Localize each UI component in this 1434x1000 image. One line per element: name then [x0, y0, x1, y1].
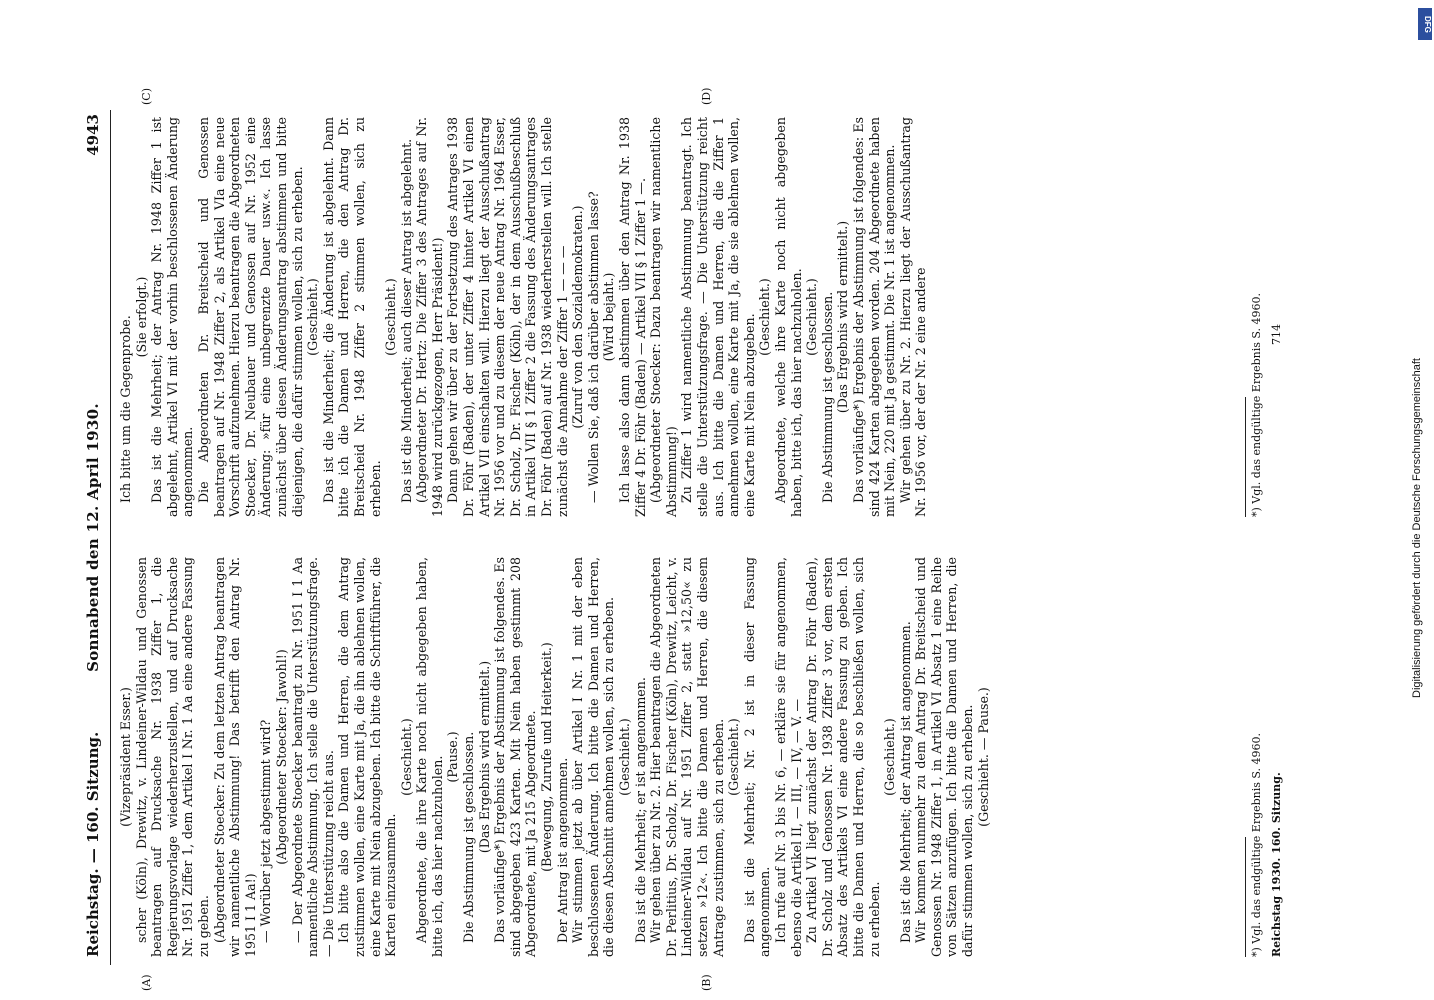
left-footer: Reichstag 1930. 160. Sitzung.	[1270, 772, 1283, 957]
paragraph: Zu Artikel VI liegt zunächst der Antrag Dr. Föhr (Baden), Dr. Scholz und Genossen Nr. 1938 Ziffer 3 vor, dem ersten Absatz des Artikels VI eine andere Fassung zu geben. Ich bitte die Damen und Herren, die so beschließen wollen, sich zu erheben.	[804, 557, 882, 957]
left-column	[118, 557, 991, 957]
paragraph: — Worüber jetzt abgestimmt wird?	[258, 719, 274, 943]
paragraph: (Geschieht. — Pause.)	[975, 687, 991, 827]
margin-mark-d: (D)	[700, 87, 713, 105]
margin-mark-b: (B)	[700, 974, 713, 991]
paragraph: Ich rufe auf Nr. 3 bis Nr. 6, — erkläre sie für angenommen, ebenso die Artikel II, — III, — IV, — V. —	[772, 557, 804, 957]
paragraph: Der Antrag ist angenommen.	[554, 757, 570, 943]
paragraph: (Das Ergebnis wird ermittelt.)	[476, 660, 492, 854]
paragraph: Das ist die Minderheit; die Änderung ist abgelehnt. Dann bitte ich die Damen und Herren, die den Antrag Dr. Breitscheid Nr. 1948 Ziffer 2 stimmen wollen, sich zu erheben.	[320, 117, 383, 517]
paragraph: Das ist die Mehrheit; der Antrag ist angenommen.	[897, 621, 913, 943]
paragraph: Ich bitte um die Gegenprobe.	[118, 315, 133, 503]
margin-mark-c: (C)	[140, 88, 153, 105]
dfg-notice	[1411, 8, 1433, 708]
paragraph: Das ist die Mehrheit; er ist angenommen.	[632, 677, 648, 943]
paragraph: (Geschieht.)	[617, 718, 632, 796]
dfg-logo: DFG	[1418, 8, 1432, 40]
paragraph: Ich lasse also dann abstimmen über den Antrag Nr. 1938 Ziffer 4 Dr. Föhr (Baden) — Artikel VII § 1 Ziffer 1 —.	[617, 117, 648, 517]
right-footer: 714	[1270, 324, 1283, 345]
paragraph: (Geschieht.)	[383, 278, 399, 356]
page-header	[80, 110, 108, 965]
paragraph: Das ist die Minderheit; auch dieser Antrag ist abgelehnt.	[398, 138, 414, 503]
left-footnote-rule	[1245, 837, 1246, 957]
margin-mark-a: (A)	[140, 974, 153, 991]
paragraph: (Geschieht.)	[305, 278, 321, 356]
paragraph: Wir gehen über zu Nr. 2. Hier beantragen die Abgeordneten Dr. Perlitius, Dr. Scholz, Dr. Fischer (Köln), Drewitz, Leicht, v. Lindeiner-Wildau auf Nr. 1951 Ziffer 2, statt »12,50« zu setzen »12«. Ich bitte die Damen und Herren, die diesem Antrage zustimmen, sich zu erheben.	[648, 557, 726, 957]
paragraph: Wir kommen nunmehr zu dem Antrag Dr. Breitscheid und Genossen Nr. 1948 Ziffer 1, in Artikel VI Absatz 1 eine Reihe von Sätzen anzufügen. Ich bitte die Damen und Herren, die dafür stimmen wollen, sich zu erheben.	[913, 557, 976, 957]
paragraph: Das ist die Mehrheit; Nr. 2 ist in dieser Fassung angenommen.	[741, 557, 773, 957]
paragraph: Wir stimmen jetzt ab über Artikel I Nr. 1 mit der eben beschlossenen Änderung. Ich bitte die Damen und Herren, die diesen Abschnitt annehmen wollen, sich zu erheben.	[570, 557, 617, 957]
header-center: Sonnabend den 12. April 1930.	[84, 403, 102, 672]
paragraph: Dann gehen wir über zu der Fortsetzung des Antrages 1938 Dr. Föhr (Baden), der unter Ziffer 4 hinter Artikel VI einen Artikel VII einschalten will. Hierzu liegt der Ausschußantrag Nr. 1956 vor und zu diesem der neue Antrag Nr. 1964 Esser, Dr. Scholz, Dr. Fischer (Köln), der in dem Ausschußbeschluß in Artikel VII § 1 Ziffer 2 die Fassung des Änderungsantrages Dr. Föhr (Baden) auf Nr. 1938 wiederherstellen will. Ich stelle zunächst die Annahme der Ziffer 1 — — —	[445, 117, 570, 517]
right-column	[118, 117, 929, 517]
paragraph: (Geschieht.)	[882, 718, 898, 796]
paragraph: Das ist die Mehrheit; der Antrag Nr. 1948 Ziffer 1 ist abgelehnt, Artikel VI mit der vorhin beschlossenen Änderung angenommen.	[149, 117, 196, 517]
paragraph: Die Abstimmung ist geschlossen.	[819, 291, 835, 503]
paragraph: (Geschieht.)	[804, 278, 820, 356]
paragraph: (Geschieht.)	[726, 718, 742, 796]
right-footnote: *) Vgl. das endgültige Ergebnis S. 4960.	[1250, 292, 1263, 517]
paragraph: (Geschieht.)	[757, 278, 773, 356]
rotated-page	[80, 87, 1295, 991]
paragraph: (Wird bejaht.)	[601, 272, 617, 362]
paragraph: (Bewegung, Zurufe und Heiterkeit.)	[539, 642, 555, 872]
paragraph: (Sie erfolgt.)	[133, 276, 149, 358]
paragraph: Abgeordnete, welche ihre Karte noch nicht abgegeben haben, bitte ich, das hier nachzuholen.	[772, 117, 804, 517]
paragraph: Zu Ziffer 1 wird namentliche Abstimmung beantragt. Ich stelle die Unterstützungsfrage. — Die Unterstützung reicht aus. Ich bitte die Damen und Herren, die die Ziffer 1 annehmen wollen, eine Karte mit Ja, die sie ablehnen wollen, eine Karte mit Nein abzugeben.	[679, 117, 757, 517]
paragraph: (Zuruf von den Sozialdemokraten.)	[570, 205, 586, 429]
paragraph: (Geschieht.)	[398, 718, 414, 796]
paragraph: — Der Abgeordnete Stoecker beantragt zu Nr. 1951 I 1 Aa namentliche Abstimmung. Ich stelle die Unterstützungsfrage. — Die Unterstützung reicht aus.	[289, 557, 336, 957]
paragraph: (Abgeordneter Stoecker: Dazu beantragen wir namentliche Abstimmung!)	[648, 117, 679, 517]
header-left: Reichstag. — 160. Sitzung.	[84, 731, 102, 957]
paragraph: Ich bitte also die Damen und Herren, die dem Antrag zustimmen wollen, eine Karte mit Ja, die ihn ablehnen wollen, eine Karte mit Nein abzugeben. Ich bitte die Schriftführer, die Karten einzusammeln.	[336, 557, 399, 957]
dfg-notice-text: Digitalisierung gefördert durch die Deutsche Forschungsgemeinschaft	[1411, 358, 1423, 698]
paragraph: Wir gehen über zu Nr. 2. Hierzu liegt der Ausschußantrag Nr. 1956 vor, der der Nr. 2 eine andere	[897, 117, 929, 517]
paragraph: (Abgeordneter Dr. Hertz: Die Ziffer 3 des Antrages auf Nr. 1948 wird zurückgezogen, Herr Präsident!)	[414, 117, 445, 517]
paragraph: Abgeordnete, die ihre Karte noch nicht abgegeben haben, bitte ich, das hier nachzuholen.	[414, 557, 445, 957]
paragraph: Das vorläufige*) Ergebnis der Abstimmung ist folgendes. Es sind abgegeben 423 Karten. Mit Nein haben gestimmt 208 Abgeordnete, mit Ja 215 Abgeordnete.	[492, 557, 539, 957]
paragraph: (Pause.)	[445, 731, 461, 783]
paragraph: Das vorläufige*) Ergebnis der Abstimmung ist folgendes: Es sind 424 Karten abgegeben worden. 204 Abgeordnete haben mit Nein, 220 mit Ja gestimmt. Die Nr. 1 ist angenommen.	[850, 117, 898, 517]
paragraph: (Abgeordneter Stoecker: Zu dem letzten Antrag beantragen wir namentliche Abstimmung! Das betrifft den Antrag Nr. 1951 I 1 Aa!)	[211, 557, 258, 957]
paragraph: (Das Ergebnis wird ermittelt.)	[835, 220, 851, 414]
header-rule	[110, 110, 111, 965]
paragraph: scher (Köln), Drewitz, v. Lindeiner-Wildau und Genossen beantragen auf Drucksache Nr. 1938 Ziffer 1, die Regierungsvorlage wiederherzustellen, und auf Drucksache Nr. 1951 Ziffer 1, dem Artikel I Nr. 1 Aa eine andere Fassung zu geben.	[133, 557, 211, 957]
left-footnote: *) Vgl. das endgültige Ergebnis S. 4960.	[1250, 732, 1263, 957]
paragraph: — Wollen Sie, daß ich darüber abstimmen lasse?	[585, 191, 601, 503]
right-footnote-rule	[1245, 397, 1246, 517]
page-number: 4943	[84, 114, 102, 156]
paragraph: (Abgeordneter Stoecker: Jawohl!)	[273, 649, 289, 865]
paragraph: Die Abstimmung ist geschlossen.	[461, 731, 477, 943]
paragraph: Die Abgeordneten Dr. Breitscheid und Genossen beantragen auf Nr. 1948 Ziffer 2, als Artikel VIa eine neue Vorschrift aufzunehmen. Hierzu beantragen die Abgeordneten Stoecker, Dr. Neubauer und Genossen auf Nr. 1952 eine Änderung: »für eine unbegrenzte Dauer usw.«. Ich lasse zunächst über diesen Änderungsantrag abstimmen und bitte diejenigen, die dafür stimmen wollen, sich zu erheben.	[195, 117, 305, 517]
paragraph: (Vizepräsident Esser.)	[118, 687, 133, 827]
